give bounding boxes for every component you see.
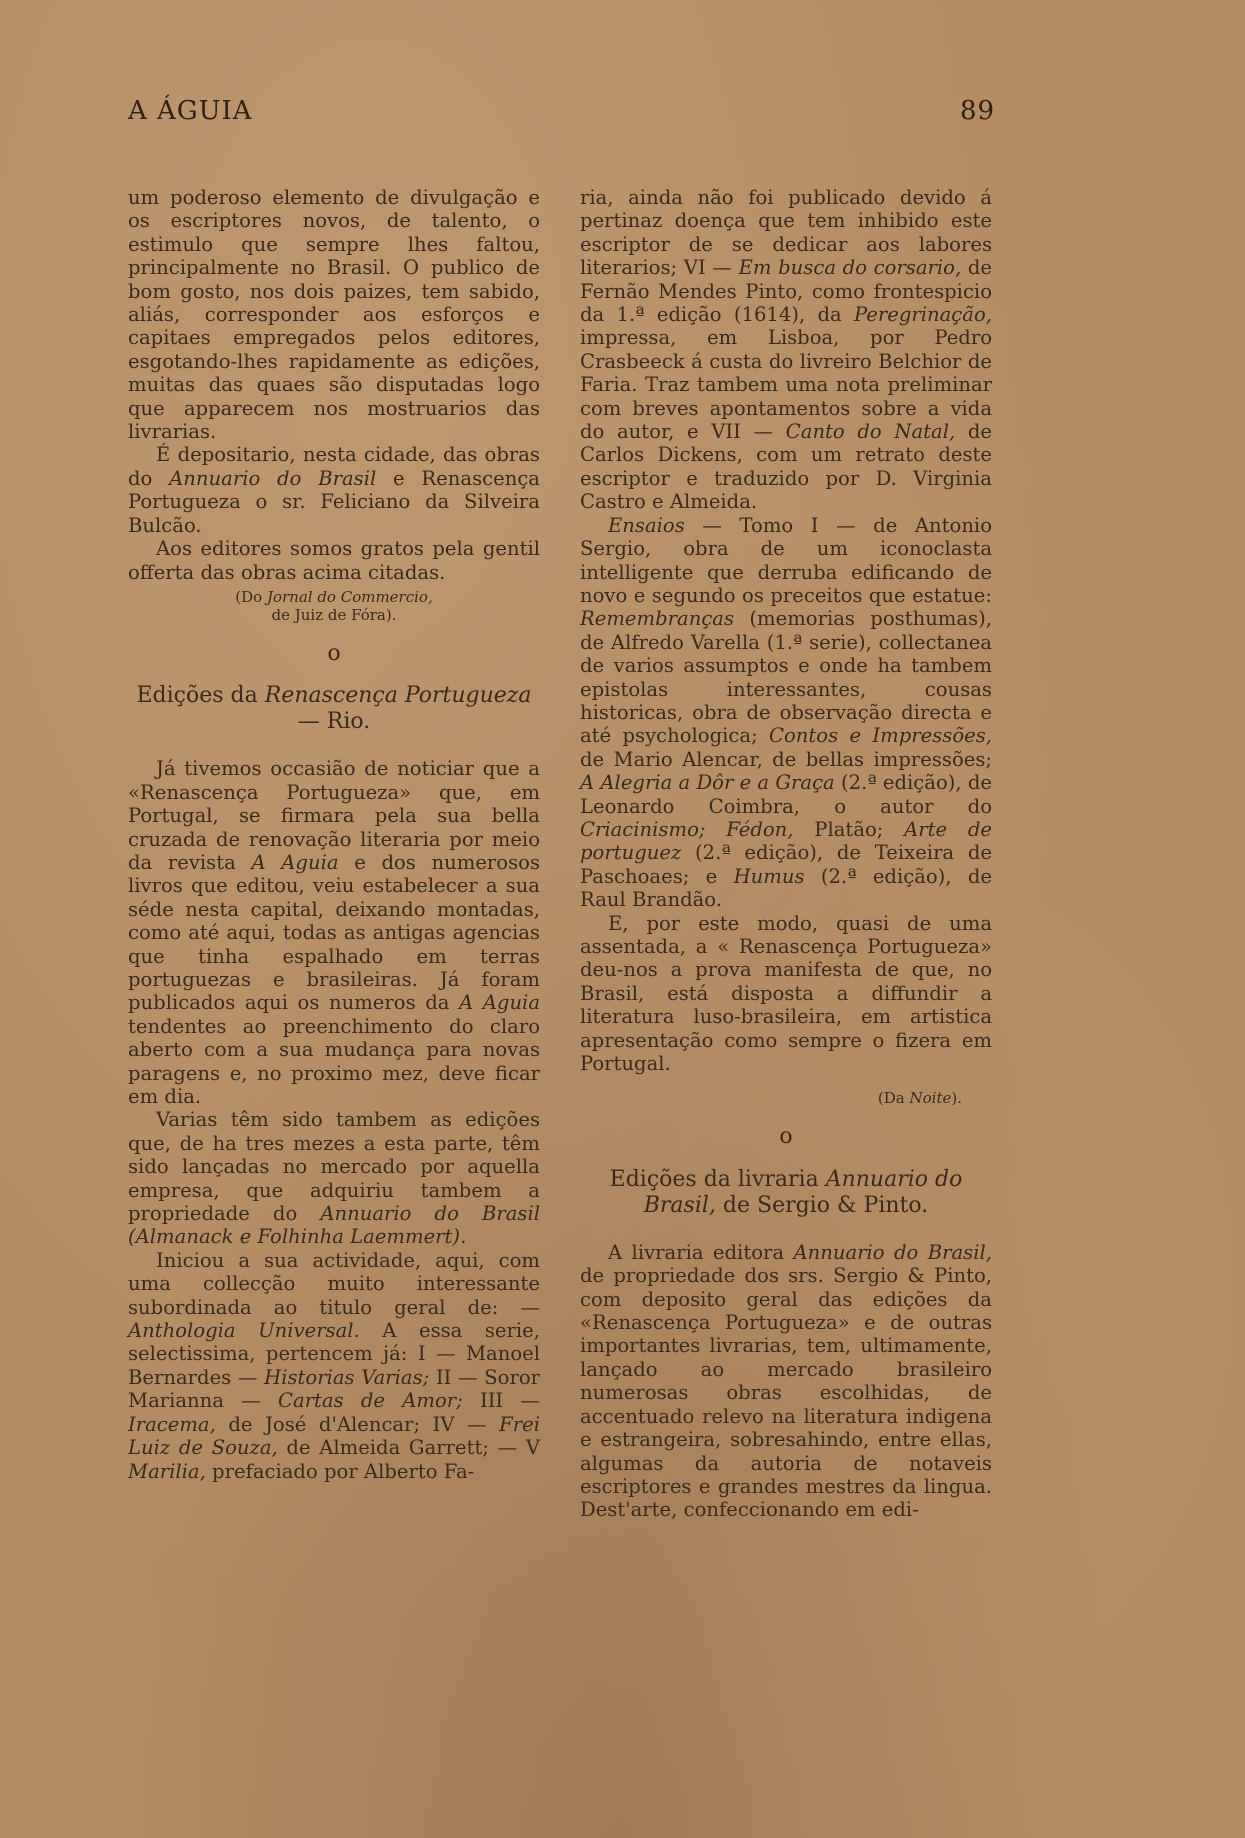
section-title: Edições da Renascença Portugueza — Rio.	[136, 683, 532, 735]
paragraph: um poderoso elemento de divulgação e os escriptores novos, de talento, o estimulo que sempre lhes faltou, principalmente no Brasil. O publico de bom gosto, nos dois paizes, tem sabido, aliás, corresponder aos esforços e capitaes empregados pelos editores, esgotando-lhes rapidamente as edições, muitas das quaes são disputadas logo que apparecem nos mostruarios das livrarias.	[128, 186, 540, 444]
paragraph: É depositario, nesta cidade, das obras do Annuario do Brasil e Renascença Portugueza o sr. Feliciano da Silveira Bulcão.	[128, 443, 540, 537]
page-number: 89	[960, 96, 996, 126]
source-citation: (Da Noite).	[877, 1089, 962, 1108]
section-separator: o	[327, 640, 341, 666]
running-header-journal: A ÁGUIA	[128, 96, 253, 126]
paragraph: ria, ainda não foi publicado devido á pertinaz doença que tem inhibido este escriptor de se dedicar aos labores literarios; VI — Em busca do corsario, de Fernão Mendes Pinto, como frontespicio da 1.ª edição (1614), da Peregrinação, impressa, em Lisboa, por Pedro Crasbeeck á custa do livreiro Belchior de Faria. Traz tambem uma nota preliminar com breves apontamentos sobre a vida do autor, e VII — Canto do Natal, de Carlos Dickens, com um retrato deste escriptor e traduzido por D. Virginia Castro e Almeida.	[580, 186, 992, 514]
paragraph: E, por este modo, quasi de uma assentada, a « Renascença Portugueza» deu-nos a prova manifesta de que, no Brasil, está disposta a diffundir a literatura luso-brasileira, em artistica apresentação como sempre o fizera em Portugal.	[580, 911, 992, 1076]
section-separator: o	[779, 1124, 793, 1150]
source-citation: (Do Jornal do Commercio, de Juiz de Fóra).	[235, 587, 433, 624]
paragraph: Iniciou a sua actividade, aqui, com uma collecção muito interessante subordinada ao titulo geral de: — Anthologia Universal. A essa serie, selectissima, pertencem já: I — Manoel Bernardes — Historias Varias; II — Soror Marianna — Cartas de Amor; III — Iracema, de José d'Alencar; IV — Frei Luiz de Souza, de Almeida Garrett; — V Marilia, prefaciado por Alberto Fa-	[128, 1248, 540, 1483]
right-column	[580, 186, 992, 1522]
left-column	[128, 186, 540, 1483]
paragraph: A livraria editora Annuario do Brasil, de propriedade dos srs. Sergio & Pinto, com deposito geral das edições da «Renascença Portugueza» e de outras importantes livrarias, tem, ultimamente, lançado ao mercado brasileiro numerosas obras escolhidas, de accentuado relevo na literatura indigena e estrangeira, sobresahindo, entre ellas, algumas da autoria de notaveis escriptores e grandes mestres da lingua. Dest'arte, confeccionando em edi-	[580, 1240, 992, 1522]
paragraph: Ensaios — Tomo I — de Antonio Sergio, obra de um iconoclasta intelligente que derruba edificando de novo e segundo os preceitos que estatue: Remembranças (memorias posthumas), de Alfredo Varella (1.ª serie), collectanea de varios assumptos e onde ha tambem epistolas interessantes, cousas historicas, obra de observação directa e até psychologica; Contos e Impressões, de Mario Alencar, de bellas impressões; A Alegria a Dôr e a Graça (2.ª edição), de Leonardo Coimbra, o autor do Criacinismo; Fédon, Platão; Arte de portuguez (2.ª edição), de Teixeira de Paschoaes; e Humus (2.ª edição), de Raul Brandão.	[580, 513, 993, 912]
section-title: Edições da livraria Annuario do Brasil, de Sergio & Pinto.	[609, 1166, 963, 1218]
paragraph: Aos editores somos gratos pela gentil offerta das obras acima citadas.	[128, 537, 540, 584]
paragraph: Já tivemos occasião de noticiar que a «Renascença Portugueza» que, em Portugal, se firmara pela sua bella cruzada de renovação literaria por meio da revista A Aguia e dos numerosos livros que editou, veiu estabelecer a sua séde nesta capital, deixando montadas, como até aqui, todas as antigas agencias que tinha espalhado em terras portuguezas e brasileiras. Já foram publicados aqui os numeros da A Aguia tendentes ao preenchimento do claro aberto com a sua mudança para novas paragens e, no proximo mez, deve ficar em dia.	[128, 757, 541, 1108]
paragraph: Varias têm sido tambem as edições que, de ha tres mezes a esta parte, têm sido lançadas no mercado por aquella empresa, que adquiriu tambem a propriedade do Annuario do Brasil (Almanack e Folhinha Laemmert).	[128, 1108, 540, 1249]
